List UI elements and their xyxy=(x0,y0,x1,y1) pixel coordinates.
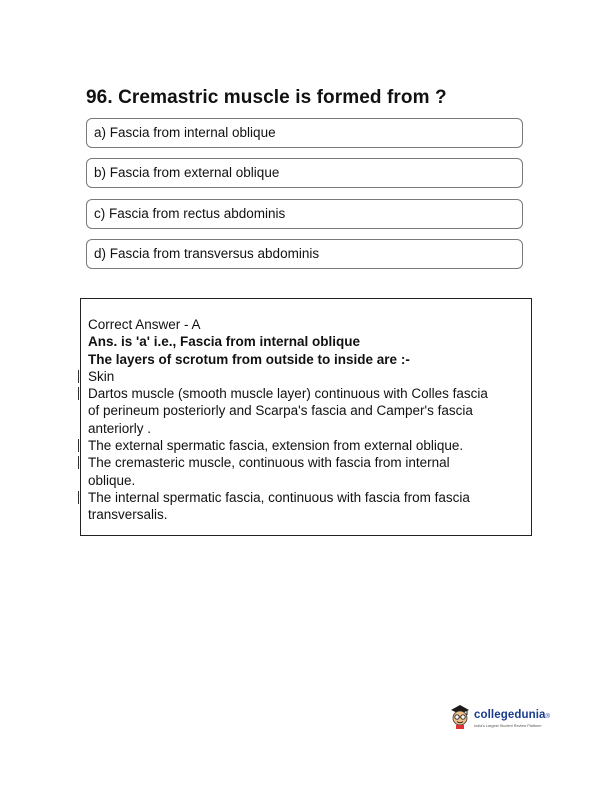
layer-text: The cremasteric muscle, continuous with fascia from internal xyxy=(88,455,450,471)
layer-item xyxy=(88,454,526,489)
logo-text-group xyxy=(474,705,550,728)
answer-content xyxy=(88,316,526,524)
option-d[interactable]: d) Fascia from transversus abdominis xyxy=(86,239,523,269)
bullet-marker xyxy=(78,439,81,452)
logo-wordmark xyxy=(474,705,550,723)
layer-text: The external spermatic fascia, extension from external oblique. xyxy=(88,438,464,454)
layer-item xyxy=(88,385,526,437)
layer-text: Skin xyxy=(88,368,115,384)
mascot-icon xyxy=(449,703,471,729)
layer-item xyxy=(88,437,526,454)
layer-text: of perineum posteriorly and Scarpa's fascia and Camper's fascia xyxy=(88,403,473,419)
option-a[interactable]: a) Fascia from internal oblique xyxy=(86,118,523,148)
option-b[interactable]: b) Fascia from external oblique xyxy=(86,158,523,188)
layer-text: The internal spermatic fascia, continuous with fascia from fascia xyxy=(88,489,470,505)
question-title: 96. Cremastric muscle is formed from ? xyxy=(86,87,447,108)
correct-answer-label: Correct Answer - A xyxy=(88,317,201,332)
logo-name: collegedunia xyxy=(474,708,546,721)
layers-heading: The layers of scrotum from outside to inside are :- xyxy=(88,351,410,367)
bullet-marker xyxy=(78,387,81,400)
registered-mark: ® xyxy=(545,713,550,720)
option-c[interactable]: c) Fascia from rectus abdominis xyxy=(86,199,523,229)
logo-tagline: India's Largest Student Review Platform xyxy=(474,723,542,728)
layer-text: oblique. xyxy=(88,472,136,488)
collegedunia-logo[interactable] xyxy=(449,703,550,729)
explanation-title: Ans. is 'a' i.e., Fascia from internal oblique xyxy=(88,334,360,350)
bullet-marker xyxy=(78,491,81,504)
layer-text: anteriorly . xyxy=(88,420,152,436)
answer-box xyxy=(80,298,532,536)
layer-item xyxy=(88,489,526,524)
layer-item xyxy=(88,368,526,385)
bullet-marker xyxy=(78,370,81,383)
layer-text: transversalis. xyxy=(88,507,168,523)
bullet-marker xyxy=(78,456,81,469)
layer-text: Dartos muscle (smooth muscle layer) continuous with Colles fascia xyxy=(88,386,488,402)
